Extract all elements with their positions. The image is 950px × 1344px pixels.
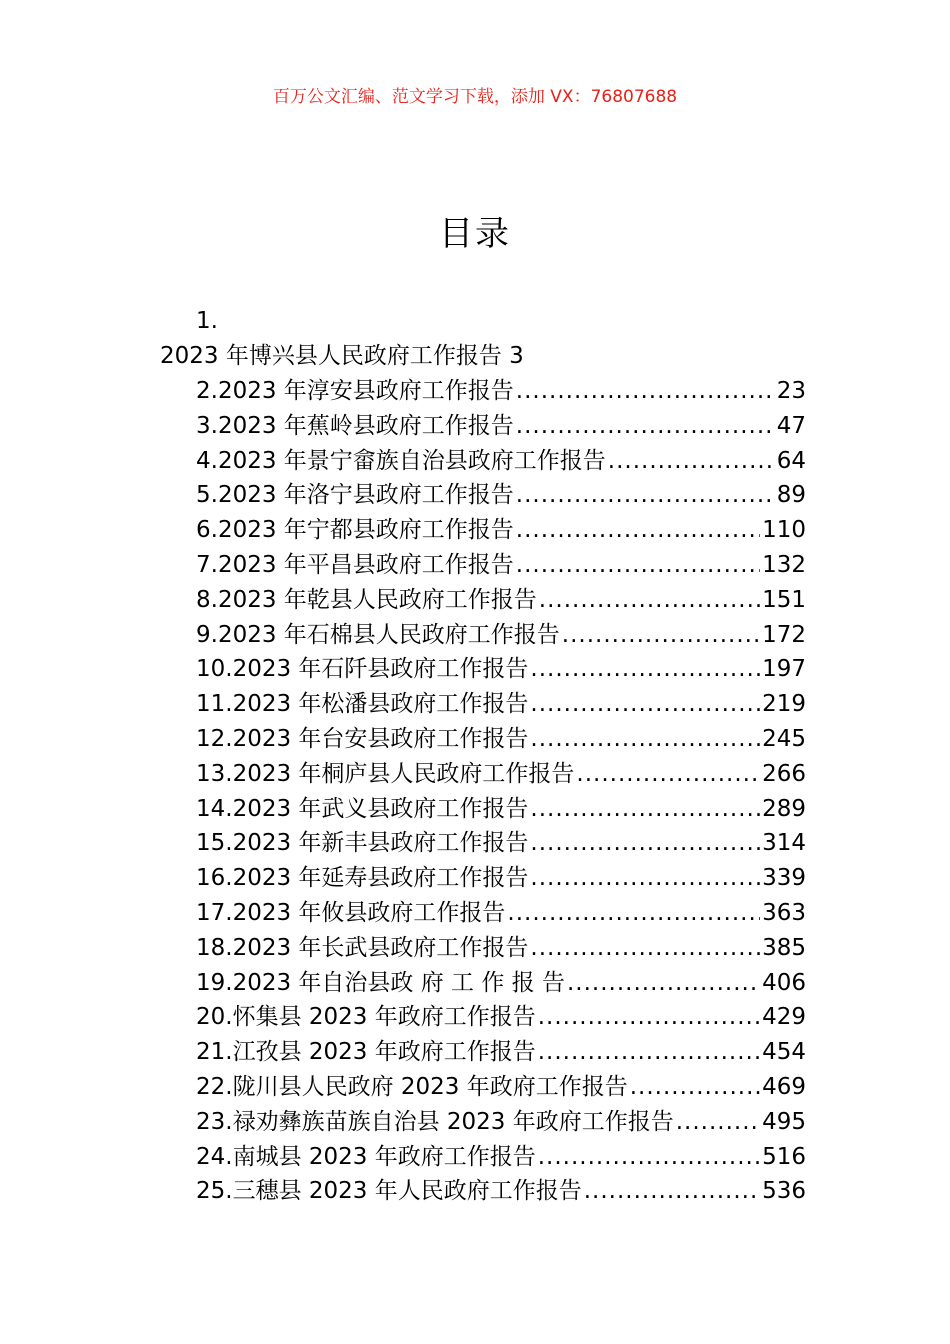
toc-entry-page-number: 172 (762, 621, 806, 648)
toc-entry[interactable] (196, 898, 806, 933)
toc-dot-leader (530, 724, 760, 754)
toc-entry[interactable] (196, 515, 806, 550)
toc-entry[interactable] (196, 968, 806, 1003)
toc-entry-page-number: 314 (762, 830, 806, 857)
toc-dot-leader (538, 1002, 760, 1032)
toc-entry-page-number: 266 (762, 760, 806, 787)
toc-entry-title: 13.2023 年桐庐县人民政府工作报告 (196, 760, 575, 787)
toc-entry-title: 24.南城县 2023 年政府工作报告 (196, 1143, 536, 1170)
toc-entry-page-number: 516 (762, 1143, 806, 1170)
toc-entry[interactable] (196, 550, 806, 585)
toc-entry-page-number: 151 (762, 586, 806, 613)
toc-entry-1-text: 2023 年博兴县人民政府工作报告 3 (160, 343, 524, 369)
toc-entry[interactable] (196, 1037, 806, 1072)
table-of-contents (196, 376, 806, 1211)
toc-dot-leader (676, 1107, 760, 1137)
toc-entry[interactable] (196, 933, 806, 968)
toc-entry[interactable] (196, 1142, 806, 1177)
toc-dot-leader (530, 689, 760, 719)
toc-entry[interactable] (196, 689, 806, 724)
toc-entry-page-number: 289 (762, 795, 806, 822)
toc-dot-leader (516, 411, 775, 441)
toc-entry-page-number: 385 (762, 934, 806, 961)
toc-dot-leader (584, 1176, 760, 1206)
toc-entry-page-number: 47 (776, 412, 806, 439)
toc-entry-page-number: 406 (762, 969, 806, 996)
toc-entry-title: 15.2023 年新丰县政府工作报告 (196, 830, 529, 857)
toc-entry[interactable] (196, 794, 806, 829)
toc-dot-leader (538, 1142, 760, 1172)
toc-dot-leader (562, 620, 760, 650)
toc-entry[interactable] (196, 480, 806, 515)
toc-entry-page-number: 339 (762, 865, 806, 892)
toc-entry-page-number: 245 (762, 725, 806, 752)
page-title: 目录 (439, 214, 511, 254)
toc-entry[interactable] (196, 759, 806, 794)
toc-dot-leader (507, 898, 760, 928)
toc-entry-title: 17.2023 年攸县政府工作报告 (196, 899, 506, 926)
toc-dot-leader (516, 550, 760, 580)
toc-entry-title: 6.2023 年宁都县政府工作报告 (196, 517, 514, 544)
toc-entry-title: 11.2023 年松潘县政府工作报告 (196, 691, 529, 718)
toc-dot-leader (630, 1072, 760, 1102)
toc-entry[interactable] (196, 1176, 806, 1211)
header-note: 百万公文汇编、范文学习下载，添加 VX：76807688 (272, 87, 678, 107)
toc-entry-title: 19.2023 年自治县政 府 工 作 报 告 (196, 969, 565, 996)
toc-entry-title: 4.2023 年景宁畲族自治县政府工作报告 (196, 447, 606, 474)
toc-entry-title: 25.三穗县 2023 年人民政府工作报告 (196, 1178, 582, 1205)
toc-entry-title: 21.江孜县 2023 年政府工作报告 (196, 1039, 536, 1066)
toc-entry[interactable] (196, 863, 806, 898)
toc-entry-title: 10.2023 年石阡县政府工作报告 (196, 656, 529, 683)
toc-entry[interactable] (196, 654, 806, 689)
toc-entry-1-number: 1. (196, 308, 218, 334)
toc-entry-page-number: 197 (762, 656, 806, 683)
toc-entry-page-number: 429 (762, 1004, 806, 1031)
toc-entry-title: 23.禄劝彝族苗族自治县 2023 年政府工作报告 (196, 1108, 674, 1135)
toc-entry-title: 18.2023 年长武县政府工作报告 (196, 934, 529, 961)
toc-dot-leader (567, 968, 760, 998)
toc-entry-title: 5.2023 年洛宁县政府工作报告 (196, 482, 514, 509)
toc-entry[interactable] (196, 620, 806, 655)
toc-dot-leader (530, 933, 760, 963)
toc-entry-title: 8.2023 年乾县人民政府工作报告 (196, 586, 537, 613)
toc-dot-leader (516, 515, 760, 545)
toc-entry-title: 14.2023 年武义县政府工作报告 (196, 795, 529, 822)
toc-entry-page-number: 23 (776, 378, 806, 404)
toc-entry-page-number: 89 (776, 482, 806, 509)
toc-dot-leader (538, 1037, 760, 1067)
toc-dot-leader (530, 863, 760, 893)
toc-entry[interactable] (196, 411, 806, 446)
toc-dot-leader (539, 585, 760, 615)
toc-entry-page-number: 219 (762, 691, 806, 718)
toc-entry-title: 16.2023 年延寿县政府工作报告 (196, 865, 529, 892)
toc-entry-title: 9.2023 年石棉县人民政府工作报告 (196, 621, 560, 648)
toc-entry-page-number: 536 (762, 1178, 806, 1205)
toc-entry[interactable] (196, 585, 806, 620)
toc-dot-leader (516, 480, 775, 510)
toc-dot-leader (530, 794, 760, 824)
toc-entry-title: 20.怀集县 2023 年政府工作报告 (196, 1004, 536, 1031)
toc-entry-page-number: 110 (762, 517, 806, 544)
toc-dot-leader (576, 759, 760, 789)
toc-entry[interactable] (196, 1002, 806, 1037)
toc-entry-title: 22.陇川县人民政府 2023 年政府工作报告 (196, 1073, 628, 1100)
toc-dot-leader (530, 654, 760, 684)
toc-entry[interactable] (196, 724, 806, 759)
toc-entry-title: 12.2023 年台安县政府工作报告 (196, 725, 529, 752)
toc-entry-title: 2.2023 年淳安县政府工作报告 (196, 378, 514, 404)
toc-entry-title: 3.2023 年蕉岭县政府工作报告 (196, 412, 514, 439)
toc-entry[interactable] (196, 376, 806, 411)
toc-dot-leader (530, 828, 760, 858)
toc-entry[interactable] (196, 828, 806, 863)
toc-entry-title: 7.2023 年平昌县政府工作报告 (196, 551, 514, 578)
toc-entry-page-number: 469 (762, 1073, 806, 1100)
toc-entry[interactable] (196, 1107, 806, 1142)
toc-dot-leader (608, 446, 775, 476)
toc-entry[interactable] (196, 1072, 806, 1107)
toc-entry-page-number: 495 (762, 1108, 806, 1135)
toc-entry-page-number: 363 (762, 899, 806, 926)
toc-dot-leader (516, 376, 775, 406)
toc-entry-page-number: 454 (762, 1039, 806, 1066)
toc-entry-page-number: 132 (762, 551, 806, 578)
toc-entry[interactable] (196, 446, 806, 481)
toc-entry-page-number: 64 (776, 447, 806, 474)
